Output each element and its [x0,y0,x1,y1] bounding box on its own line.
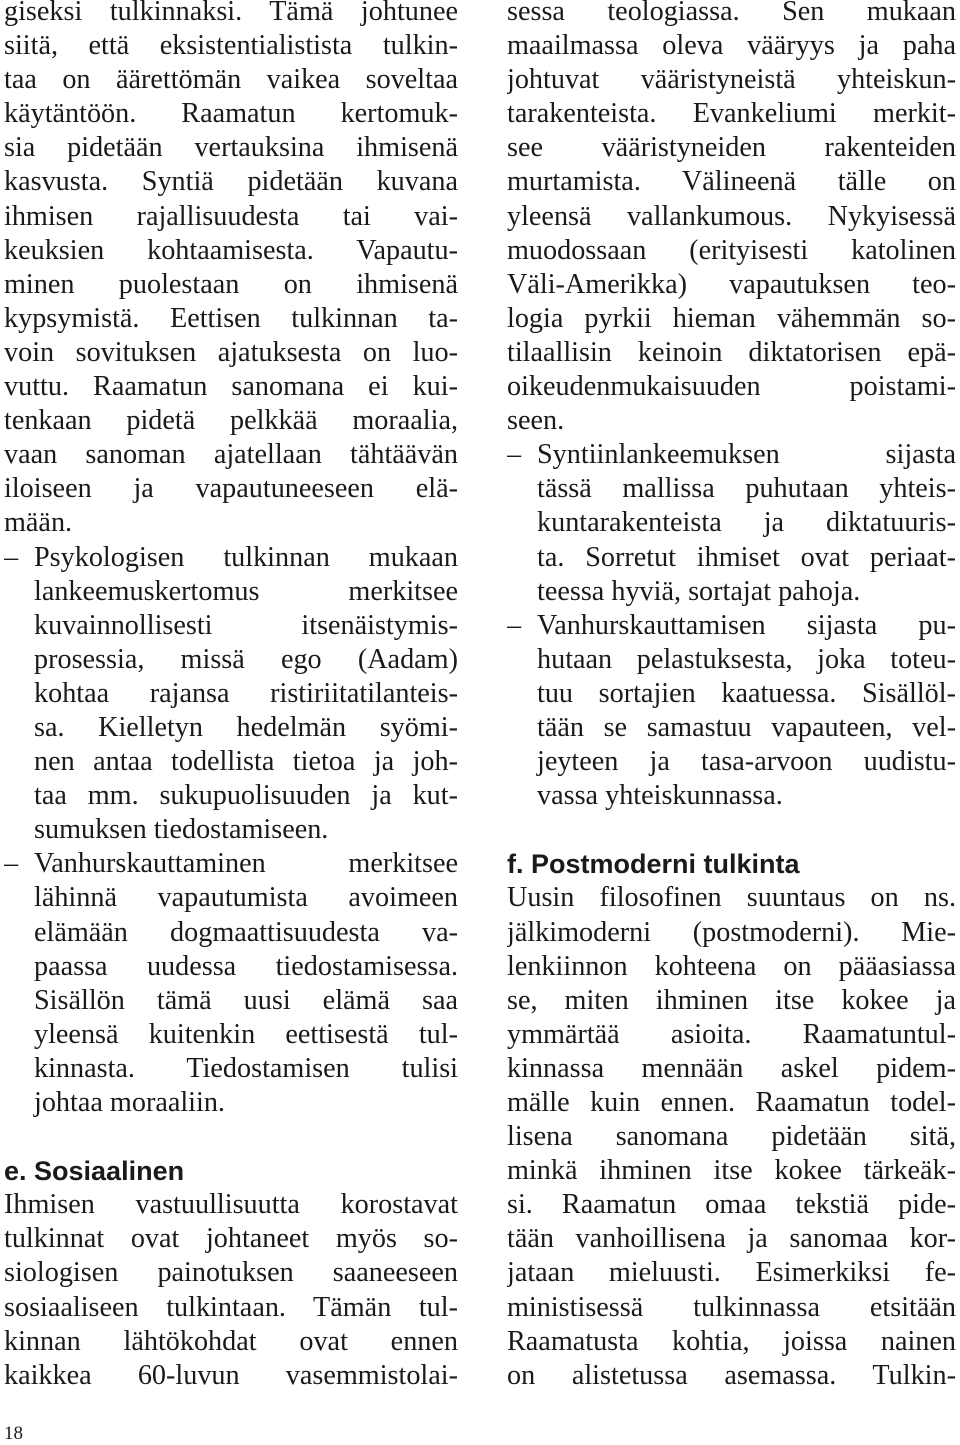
text-line [4,1052,458,1086]
line-text: minen puolestaan on ihmisenä [4,268,458,300]
text-line [4,165,458,199]
text-line [4,1359,458,1393]
line-text: siologisen painotuksen saaneeseen [4,1257,458,1289]
text-line [4,1256,458,1290]
text-line [4,268,458,302]
line-text: kinnasta. Tiedostamisen tulisi [34,1052,458,1084]
line-text: si. Raamatun omaa tekstiä pide- [507,1189,956,1221]
line-text: kinnassa mennään askel pidem- [507,1052,956,1084]
line-text: paassa uudessa tiedostamisessa. [34,950,458,982]
text-line [507,745,956,779]
line-text: maailmassa oleva vääryys ja paha [507,30,956,62]
line-text: lähinnä vapautumista avoimeen [34,882,458,914]
line-text: e. Sosiaalinen [4,1156,185,1187]
line-text: iloiseen ja vapautuneeseen elä- [4,473,458,505]
paragraph-gap [507,813,956,847]
list-dash: – [4,541,19,573]
text-line [4,404,458,438]
text-line [4,234,458,268]
line-text: taa on äärettömän vaikea soveltaa [4,64,458,96]
line-text: Psykologisen tulkinnan mukaan [34,541,458,573]
text-line [4,575,458,609]
text-line [507,575,956,609]
line-text: elämään dogmaattisuudesta va- [34,916,458,948]
line-text: mälle kuin ennen. Raamatun todel- [507,1087,956,1118]
line-text: siitä, että eksistentialistista tulkin- [4,30,458,62]
line-text: Vanhurskauttamisen sijasta pu- [537,609,956,641]
text-line [4,131,458,165]
line-text: johtaa moraaliin. [34,1087,225,1118]
line-text: Raamatusta kohtia, joissa nainen [507,1325,956,1357]
right-column [507,0,956,1393]
line-text: sessa teologiassa. Sen mukaan [507,0,956,27]
line-text: taa mm. sukupuolisuuden ja kut- [34,780,458,812]
line-text: ihmisen rajallisuudesta tai vai- [4,200,458,232]
text-line [507,1359,956,1393]
text-line [4,1222,458,1256]
line-text: keuksien kohtaamisesta. Vapautu- [4,234,458,266]
line-text: murtamista. Välineenä tälle on [507,166,956,198]
line-text: sumuksen tiedostamiseen. [34,814,329,846]
line-text: sia pidetään vertauksina ihmisenä [4,132,458,164]
text-line [507,1222,956,1256]
text-line [4,336,458,370]
line-text: vassa yhteiskunnassa. [537,780,783,812]
text-line [507,1256,956,1290]
text-line [507,1291,956,1325]
text-line [4,1018,458,1052]
text-line [4,200,458,234]
text-line [507,165,956,199]
line-text: vuttu. Raamatun sanomana ei kui- [4,371,458,403]
line-text: on alistetussa asemassa. Tulkin- [507,1359,956,1391]
line-text: Väli-Amerikka) vapautuksen teo- [507,268,956,300]
line-text: oikeudenmukaisuuden poistami- [507,371,956,403]
line-text: lenkiinnon kohteena on pääasiassa [507,950,956,982]
section-heading [507,847,956,881]
line-text: ministisessä tulkinnassa etsitään [507,1291,956,1323]
line-text: voin sovituksen ajatuksesta on luo- [4,336,458,368]
text-line [507,1154,956,1188]
text-line [4,541,458,575]
line-text: se, miten ihminen itse kokee ja [507,984,956,1016]
section-heading [4,1154,458,1188]
text-line [4,847,458,881]
text-line [507,881,956,915]
text-line [4,1325,458,1359]
line-text: kuvainnollisesti itsenäistymis- [34,609,458,641]
line-text: jataan mieluusti. Esimerkiksi fe- [507,1257,956,1289]
text-line [507,131,956,165]
line-text: hutaan pelastuksesta, joka toteu- [537,643,956,675]
text-line [507,541,956,575]
text-line [4,609,458,643]
text-line [4,0,458,29]
line-text: ta. Sorretut ihmiset ovat periaat- [537,541,956,573]
text-line [4,711,458,745]
text-line [507,1120,956,1154]
line-text: lankeemuskertomus merkitsee [34,575,458,607]
text-line [507,643,956,677]
text-line [507,1052,956,1086]
line-text: kypsymistä. Eettisen tulkinnan ta- [4,302,458,334]
text-line [507,302,956,336]
text-line [4,643,458,677]
text-line [4,370,458,404]
text-line [507,609,956,643]
line-text: Ihmisen vastuullisuutta korostavat [4,1189,458,1221]
text-line [507,711,956,745]
text-line [4,881,458,915]
text-line [4,1188,458,1222]
text-line [507,677,956,711]
line-text: giseksi tulkinnaksi. Tämä johtunee [4,0,458,27]
line-text: tuu sortajien kaatuessa. Sisällöl- [537,677,956,709]
text-line [507,438,956,472]
paragraph-gap [4,1120,458,1154]
text-line [4,1291,458,1325]
line-text: vaan sanoman ajatellaan tähtäävän [4,439,458,471]
text-line [4,813,458,847]
text-line [507,370,956,404]
text-line [4,984,458,1018]
line-text: yleensä kuitenkin eettisestä tul- [34,1018,458,1050]
text-line [4,950,458,984]
line-text: tulkinnat ovat johtaneet myös so- [4,1223,458,1255]
text-line [507,29,956,63]
text-line [4,916,458,950]
line-text: Syntiinlankeemuksen sijasta [537,439,956,471]
list-dash: – [4,848,19,880]
text-line [4,472,458,506]
text-line [4,1086,458,1120]
text-line [507,950,956,984]
text-line [507,779,956,813]
text-line [507,97,956,131]
text-line [507,916,956,950]
line-text: teessa hyviä, sortajat pahoja. [537,575,861,607]
text-line [507,404,956,438]
text-line [4,97,458,131]
line-text: tilaallisin keinoin diktatorisen epä- [507,336,956,368]
text-line [507,268,956,302]
line-text: Uusin filosofinen suuntaus on ns. [507,882,956,914]
line-text: Vanhurskauttaminen merkitsee [34,848,458,880]
line-text: tenkaan pidetä pelkkää moraalia, [4,405,458,437]
line-text: nen antaa todellista tietoa ja joh- [34,746,458,778]
text-line [507,1325,956,1359]
line-text: kohtaa rajansa ristiriitatilanteis- [34,677,458,709]
line-text: prosessia, missä ego (Aadam) [34,643,458,675]
text-line [4,677,458,711]
line-text: ymmärtää asioita. Raamatuntul- [507,1018,956,1050]
text-line [507,63,956,97]
text-line [507,336,956,370]
line-text: jeyteen ja tasa-arvoon uudistu- [537,746,956,778]
page-number: 18 [4,1423,23,1444]
text-line [507,234,956,268]
line-text: johtuvat vääristyneistä yhteiskun- [507,64,956,96]
line-text: Sisällön tämä uusi elämä saa [34,984,458,1016]
line-text: minkä ihminen itse kokee tärkeäk- [507,1155,956,1187]
line-text: tään vanhoillisena ja sanomaa kor- [507,1223,956,1255]
line-text: see vääristyneiden rakenteiden [507,132,956,164]
line-text: lisena sanomana pidetään sitä, [507,1121,956,1153]
line-text: kaikkea 60-luvun vasemmistolai- [4,1359,458,1391]
list-dash: – [507,609,522,641]
text-line [507,1018,956,1052]
line-text: mään. [4,507,73,539]
list-dash: – [507,439,522,471]
text-line [507,1188,956,1222]
line-text: sosiaaliseen tulkintaan. Tämän tul- [4,1291,458,1323]
line-text: käytäntöön. Raamatun kertomuk- [4,98,458,130]
line-text: kasvusta. Syntiä pidetään kuvana [4,166,458,198]
text-line [507,984,956,1018]
line-text: tään se samastuu vapauteen, vel- [537,711,956,743]
left-column [4,0,458,1393]
text-line [4,63,458,97]
text-line [507,472,956,506]
line-text: logia pyrkii hieman vähemmän so- [507,302,956,334]
line-text: kuntarakenteista ja diktatuuris- [537,507,956,539]
text-line [4,302,458,336]
line-text: kinnan lähtökohdat ovat ennen [4,1325,458,1357]
line-text: tässä mallissa puhutaan yhteis- [537,473,956,505]
text-line [4,29,458,63]
line-text: seen. [507,405,565,437]
line-text: jälkimoderni (postmoderni). Mie- [507,916,956,948]
text-line [4,506,458,540]
text-line [507,0,956,29]
text-line [4,745,458,779]
line-text: tarakenteista. Evankeliumi merkit- [507,98,956,130]
text-line [507,506,956,540]
text-line [507,1086,956,1120]
text-line [4,779,458,813]
text-line [4,438,458,472]
line-text: f. Postmoderni tulkinta [507,849,800,880]
line-text: muodossaan (erityisesti katolinen [507,234,956,266]
line-text: sa. Kielletyn hedelmän syömi- [34,711,458,743]
text-line [507,200,956,234]
line-text: yleensä vallankumous. Nykyisessä [507,200,956,232]
